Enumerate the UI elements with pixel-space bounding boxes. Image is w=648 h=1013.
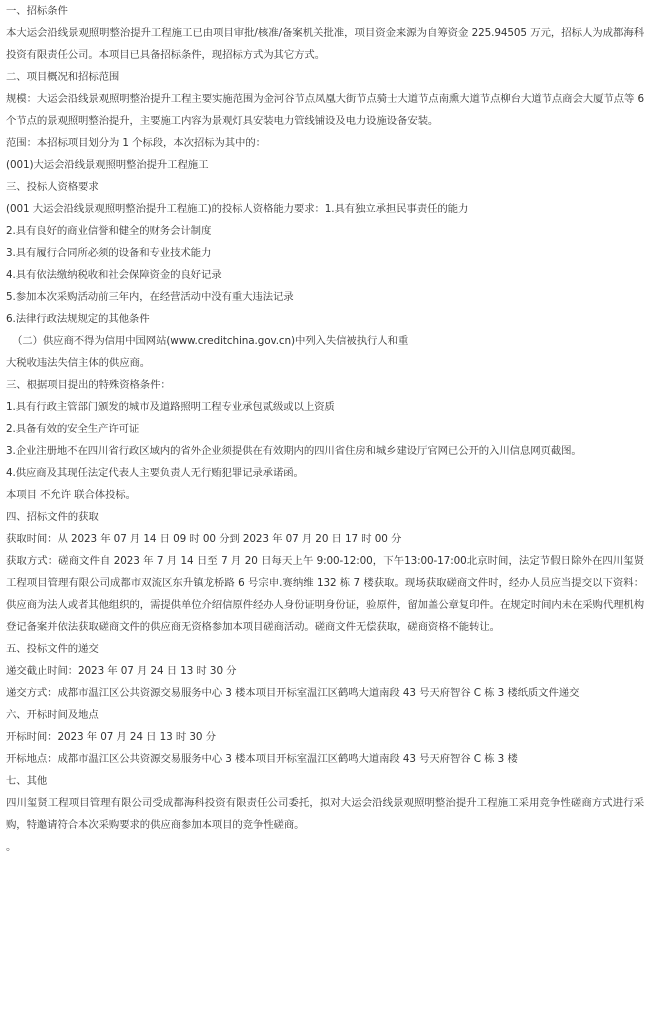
qualification-intro: (001 大运会沿线景观照明整治提升工程施工)的投标人资格能力要求：1.具有独立承担民事责任的能力	[6, 203, 469, 215]
opening-time: 开标时间：2023 年 07 月 24 日 13 时 30 分	[6, 731, 216, 743]
special-qualification-heading: 三、根据项目提出的特殊资格条件：	[6, 379, 171, 391]
acquisition-time: 获取时间：从 2023 年 07 月 14 日 09 时 00 分到 2023 年 07 月 20 日 17 时 00 分	[6, 533, 402, 545]
project-scope-text: 范围：本招标项目划分为 1 个标段，本次招标为其中的：	[6, 137, 266, 149]
submission-deadline: 递交截止时间：2023 年 07 月 24 日 13 时 30 分	[6, 665, 237, 677]
special-qualification-item-2: 2.具备有效的安全生产许可证	[6, 423, 140, 435]
consortium-note: 本项目 不允许 联合体投标。	[6, 489, 136, 501]
qualification-item-3: 3.具有履行合同所必须的设备和专业技术能力	[6, 247, 212, 259]
qualification-item-4: 4.具有依法缴纳税收和社会保障资金的良好记录	[6, 269, 222, 281]
qualification-item-2: 2.具有良好的商业信誉和健全的财务会计制度	[6, 225, 212, 237]
section-heading-bid-submission: 五、投标文件的递交	[6, 643, 99, 655]
section-heading-project-overview: 二、项目概况和招标范围	[6, 71, 120, 83]
qualification-item-6: 6.法律行政法规规定的其他条件	[6, 313, 150, 325]
credit-requirement-line-2: 大税收违法失信主体的供应商。	[6, 357, 151, 369]
special-qualification-item-1: 1.具有行政主管部门颁发的城市及道路照明工程专业承包贰级或以上资质	[6, 401, 335, 413]
announcement-document	[6, 0, 644, 858]
project-lot-text: (001)大运会沿线景观照明整治提升工程施工	[6, 159, 209, 171]
section-heading-bid-opening: 六、开标时间及地点	[6, 709, 99, 721]
opening-place: 开标地点：成都市温江区公共资源交易服务中心 3 楼本项目开标室温江区鹤鸣大道南段 43 号天府智谷 C 栋 3 楼	[6, 753, 518, 765]
special-qualification-item-4: 4.供应商及其现任法定代表人主要负责人无行贿犯罪记录承诺函。	[6, 467, 304, 479]
submission-method: 递交方式：成都市温江区公共资源交易服务中心 3 楼本项目开标室温江区鹤鸣大道南段 43 号天府智谷 C 栋 3 楼纸质文件递交	[6, 687, 580, 699]
section-heading-bidder-qualifications: 三、投标人资格要求	[6, 181, 99, 193]
credit-requirement-line-1: （二）供应商不得为信用中国网站(www.creditchina.gov.cn)中列入失信被执行人和重	[12, 335, 409, 347]
trailing-mark: 。	[6, 841, 17, 853]
section-heading-document-acquisition: 四、招标文件的获取	[6, 511, 99, 523]
project-scale-text: 规模：大运会沿线景观照明整治提升工程主要实施范围为金河谷节点凤凰大街节点骑士大道节点南熏大道节点柳台大道节点商会大厦节点等 6 个节点的景观照明整治提升，主要施工内容为景观灯具安装电力管线铺设及电力设施设备安装。	[6, 93, 644, 127]
section-heading-other: 七、其他	[6, 775, 48, 787]
tender-conditions-text: 本大运会沿线景观照明整治提升工程施工已由项目审批/核准/备案机关批准，项目资金来源为自筹资金 225.94505 万元，招标人为成都海科投资有限责任公司。本项目已具备招标条件，现招标方式为其它方式。	[6, 27, 644, 61]
other-text: 四川玺贤工程项目管理有限公司受成都海科投资有限责任公司委托，拟对大运会沿线景观照明整治提升工程施工采用竞争性磋商方式进行采购，特邀请符合本次采购要求的供应商参加本项目的竞争性磋商。	[6, 797, 644, 831]
section-heading-tender-conditions: 一、招标条件	[6, 5, 68, 17]
qualification-item-5: 5.参加本次采购活动前三年内，在经营活动中没有重大违法记录	[6, 291, 294, 303]
special-qualification-item-3: 3.企业注册地不在四川省行政区域内的省外企业须提供在有效期内的四川省住房和城乡建设厅官网已公开的入川信息网页截图。	[6, 445, 582, 457]
acquisition-method: 获取方式：磋商文件自 2023 年 7 月 14 日至 7 月 20 日每天上午 9:00-12:00，下午13:00-17:00北京时间，法定节假日除外在四川玺贤工程项目管理有限公司成都市双流区东升镇龙桥路 6 号宗申.赛纳维 132 栋 7 楼获取。现场获取磋商文件时，经办人员应当提交以下资料：供应商为法人或者其他组织的，需提供单位介绍信原件经办人身份证明身份证，验原件，留加盖公章复印件。在规定时间内未在采购代理机构登记备案并依法获取磋商文件的供应商无资格参加本项目磋商活动。磋商文件无偿获取，磋商资格不能转让。	[6, 555, 645, 633]
